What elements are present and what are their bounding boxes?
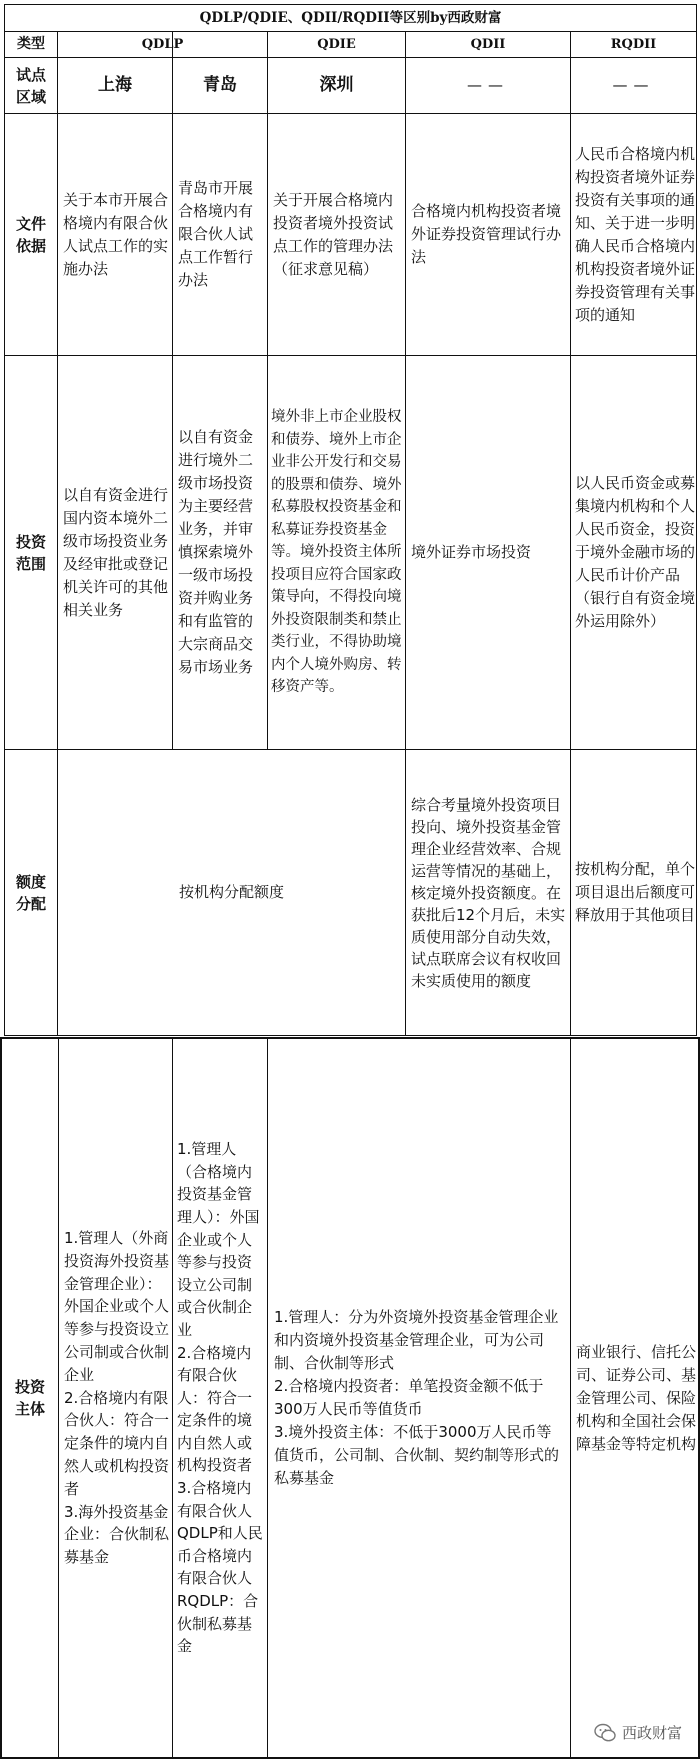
region-rqdii: ——: [612, 76, 655, 94]
comparison-table-bottom: [0, 1037, 700, 1759]
row-label-region: 试点 区域: [15, 65, 46, 106]
header-qdlp: QDLP: [141, 37, 184, 52]
quota-qdlp-qdie: 按机构分配额度: [178, 883, 284, 901]
row-label-subject: 投资 主体: [14, 1378, 45, 1418]
docs-shanghai: 关于本市开展合格境内有限合伙人试点工作的实施办法: [63, 190, 169, 278]
region-shenzhen: 深圳: [319, 75, 354, 95]
header-rqdii: RQDII: [610, 37, 657, 52]
region-qingdao: 青岛: [203, 75, 237, 95]
subject-shenzhen-qdii: 1.管理人：分为外资境外投资基金管理企业和内资境外投资基金管理企业，可为公司制、合伙制等形式 2.合格境内投资者：单笔投资金额不低于300万人民币等值货币 3.境外投资主体：不低于3000万人民币等值货币，公司制、合伙制、契约制等形式的私募基金: [274, 1308, 560, 1487]
table-title: QDLP/QDIE、QDII/RQDII等区别by西政财富: [199, 9, 502, 26]
wechat-icon: [594, 1723, 616, 1743]
watermark: [594, 1722, 682, 1743]
header-type: 类型: [17, 36, 45, 52]
docs-shenzhen: 关于开展合格境内投资者境外投资试点工作的管理办法（征求意见稿）: [273, 190, 394, 278]
scope-shenzhen: 境外非上市企业股权和债券、境外上市企业非公开发行和交易的股票和债券、境外私募股权投资基金和私募证券投资基金等。境外投资主体所投项目应符合国家政策导向，不得投向境外投资限制类和禁止类行业，不得协助境内个人境外购房、转移资产等。: [271, 409, 402, 696]
header-qdie: QDIE: [317, 37, 356, 52]
row-label-scope: 投资 范围: [15, 532, 46, 573]
scope-rqdii: 以人民币资金或募集境内机构和个人人民币资金，投资于境外金融市场的人民币计价产品（银行自有资金境外运用除外）: [575, 474, 695, 630]
docs-rqdii: 人民币合格境内机构投资者境外证券投资有关事项的通知、关于进一步明确人民币合格境内机构投资者境外证券投资管理有关事项的通知: [575, 144, 695, 324]
scope-shanghai: 以自有资金进行国内资本境外二级市场投资业务及经审批或登记机关许可的其他相关业务: [63, 485, 169, 619]
header-qdii: QDII: [470, 37, 506, 52]
subject-shanghai: 1.管理人（外商投资海外投资基金管理企业）：外国企业或个人等参与投资设立公司制或合伙制企业 2.合格境内有限合伙人：符合一定条件的境内自然人或机构投资者 3.海外投资基金企业：合伙制私募基金: [64, 1229, 170, 1567]
row-label-docs: 文件 依据: [15, 214, 46, 255]
scope-qingdao: 以自有资金进行境外二级市场投资为主要经营业务，并审慎探索境外一级市场投资并购业务和有监管的大宗商品交易市场业务: [178, 428, 254, 676]
subject-rqdii: 商业银行、信托公司、证券公司、基金管理公司、保险机构和全国社会保障基金等特定机构: [576, 1342, 696, 1453]
docs-qdii: 合格境内机构投资者境外证券投资管理试行办法: [411, 202, 562, 266]
quota-qdii: 综合考量境外投资项目投向、境外投资基金管理企业经营效率、合规运营等情况的基础上，核定境外投资额度。在获批后12个月后，未实质使用部分自动失效，试点联席会议有权收回未实质使用的额度: [411, 795, 566, 990]
region-qdii: ——: [467, 76, 509, 94]
watermark-text: 西政财富: [621, 1724, 682, 1742]
comparison-table-top: [4, 4, 697, 1036]
row-label-quota: 额度 分配: [15, 872, 46, 913]
docs-qingdao: 青岛市开展合格境内有限合伙人试点工作暂行办法: [178, 179, 254, 289]
subject-qingdao: 1.管理人（合格境内投资基金管理人）：外国企业或个人等参与投资设立公司制或合伙制企业 2.合格境内有限合伙人：符合一定条件的境内自然人或机构投资者 3.合格境内有限合伙人QDLP和人民币合格境内有限合伙人RQDLP：合伙制私募基金: [177, 1140, 263, 1656]
quota-rqdii: 按机构分配，单个项目退出后额度可释放用于其他项目: [575, 860, 695, 924]
region-shanghai: 上海: [98, 75, 132, 95]
scope-qdii: 境外证券市场投资: [411, 543, 532, 561]
